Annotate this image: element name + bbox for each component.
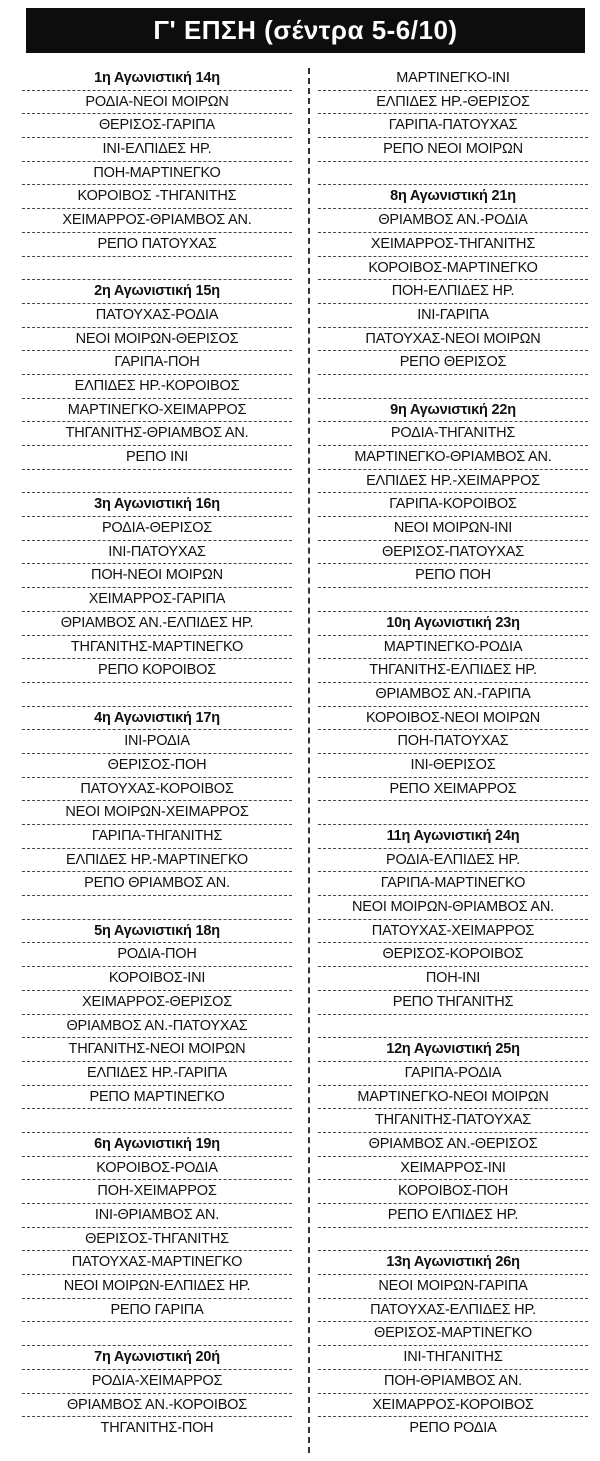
fixture-row: ΠΟΗ-ΧΕΙΜΑΡΡΟΣ xyxy=(22,1180,292,1204)
fixture-row: ΡΟΔΙΑ-ΠΟΗ xyxy=(22,943,292,967)
matchday-heading: 1η Αγωνιστική 14η xyxy=(22,67,292,91)
fixture-row: ΜΑΡΤΙΝΕΓΚΟ-ΙΝΙ xyxy=(318,67,588,91)
spacer-row xyxy=(22,257,292,281)
fixtures-column-left xyxy=(22,67,292,1441)
fixture-row: ΡΕΠΟ ΘΡΙΑΜΒΟΣ ΑΝ. xyxy=(22,872,292,896)
fixture-row: ΧΕΙΜΑΡΡΟΣ-ΤΗΓΑΝΙΤΗΣ xyxy=(318,233,588,257)
fixture-row: ΕΛΠΙΔΕΣ ΗΡ.-ΓΑΡΙΠΑ xyxy=(22,1062,292,1086)
fixture-row: ΡΕΠΟ ΝΕΟΙ ΜΟΙΡΩΝ xyxy=(318,138,588,162)
fixture-row: ΠΟΗ-ΕΛΠΙΔΕΣ ΗΡ. xyxy=(318,280,588,304)
fixture-row: ΙΝΙ-ΡΟΔΙΑ xyxy=(22,730,292,754)
spacer-row xyxy=(22,1109,292,1133)
fixture-row: ΜΑΡΤΙΝΕΓΚΟ-ΧΕΙΜΑΡΡΟΣ xyxy=(22,399,292,423)
matchday-heading: 3η Αγωνιστική 16η xyxy=(22,493,292,517)
fixture-row: ΙΝΙ-ΘΕΡΙΣΟΣ xyxy=(318,754,588,778)
matchday-heading: 12η Αγωνιστική 25η xyxy=(318,1038,588,1062)
fixture-row: ΘΕΡΙΣΟΣ-ΠΟΗ xyxy=(22,754,292,778)
fixture-row: ΚΟΡΟΙΒΟΣ-ΡΟΔΙΑ xyxy=(22,1157,292,1181)
fixture-row: ΜΑΡΤΙΝΕΓΚΟ-ΡΟΔΙΑ xyxy=(318,636,588,660)
matchday-heading: 5η Αγωνιστική 18η xyxy=(22,920,292,944)
fixture-row: ΓΑΡΙΠΑ-ΠΑΤΟΥΧΑΣ xyxy=(318,114,588,138)
fixture-row: ΓΑΡΙΠΑ-ΡΟΔΙΑ xyxy=(318,1062,588,1086)
fixture-row: ΓΑΡΙΠΑ-ΜΑΡΤΙΝΕΓΚΟ xyxy=(318,872,588,896)
fixture-row: ΘΡΙΑΜΒΟΣ ΑΝ.-ΠΑΤΟΥΧΑΣ xyxy=(22,1015,292,1039)
matchday-heading: 6η Αγωνιστική 19η xyxy=(22,1133,292,1157)
fixture-row: ΧΕΙΜΑΡΡΟΣ-ΚΟΡΟΙΒΟΣ xyxy=(318,1394,588,1418)
fixture-row: ΙΝΙ-ΤΗΓΑΝΙΤΗΣ xyxy=(318,1346,588,1370)
fixture-row: ΧΕΙΜΑΡΡΟΣ-ΙΝΙ xyxy=(318,1157,588,1181)
fixture-row: ΡΟΔΙΑ-ΝΕΟΙ ΜΟΙΡΩΝ xyxy=(22,91,292,115)
fixture-row: ΙΝΙ-ΓΑΡΙΠΑ xyxy=(318,304,588,328)
fixture-row: ΡΕΠΟ ΠΟΗ xyxy=(318,564,588,588)
matchday-heading: 7η Αγωνιστική 20ή xyxy=(22,1346,292,1370)
fixture-row: ΧΕΙΜΑΡΡΟΣ-ΘΡΙΑΜΒΟΣ ΑΝ. xyxy=(22,209,292,233)
fixture-row: ΤΗΓΑΝΙΤΗΣ-ΘΡΙΑΜΒΟΣ ΑΝ. xyxy=(22,422,292,446)
fixture-row: ΠΑΤΟΥΧΑΣ-ΜΑΡΤΙΝΕΓΚΟ xyxy=(22,1251,292,1275)
fixture-row: ΜΑΡΤΙΝΕΓΚΟ-ΘΡΙΑΜΒΟΣ ΑΝ. xyxy=(318,446,588,470)
fixture-row: ΓΑΡΙΠΑ-ΚΟΡΟΙΒΟΣ xyxy=(318,493,588,517)
fixture-row: ΡΕΠΟ ΙΝΙ xyxy=(22,446,292,470)
matchday-heading: 10η Αγωνιστική 23η xyxy=(318,612,588,636)
fixture-row: ΧΕΙΜΑΡΡΟΣ-ΓΑΡΙΠΑ xyxy=(22,588,292,612)
spacer-row xyxy=(22,896,292,920)
fixture-row: ΡΕΠΟ ΜΑΡΤΙΝΕΓΚΟ xyxy=(22,1086,292,1110)
fixture-row: ΠΑΤΟΥΧΑΣ-ΚΟΡΟΙΒΟΣ xyxy=(22,778,292,802)
fixture-row: ΕΛΠΙΔΕΣ ΗΡ.-ΜΑΡΤΙΝΕΓΚΟ xyxy=(22,849,292,873)
matchday-heading: 9η Αγωνιστική 22η xyxy=(318,399,588,423)
fixture-row: ΝΕΟΙ ΜΟΙΡΩΝ-ΧΕΙΜΑΡΡΟΣ xyxy=(22,801,292,825)
fixture-row: ΠΑΤΟΥΧΑΣ-ΡΟΔΙΑ xyxy=(22,304,292,328)
fixture-row: ΠΟΗ-ΠΑΤΟΥΧΑΣ xyxy=(318,730,588,754)
fixture-row: ΤΗΓΑΝΙΤΗΣ-ΠΑΤΟΥΧΑΣ xyxy=(318,1109,588,1133)
fixture-row: ΚΟΡΟΙΒΟΣ-ΝΕΟΙ ΜΟΙΡΩΝ xyxy=(318,707,588,731)
fixture-row: ΚΟΡΟΙΒΟΣ-ΙΝΙ xyxy=(22,967,292,991)
fixture-row: ΡΕΠΟ ΘΕΡΙΣΟΣ xyxy=(318,351,588,375)
spacer-row xyxy=(318,588,588,612)
fixture-row: ΠΑΤΟΥΧΑΣ-ΧΕΙΜΑΡΡΟΣ xyxy=(318,920,588,944)
fixture-row: ΤΗΓΑΝΙΤΗΣ-ΕΛΠΙΔΕΣ ΗΡ. xyxy=(318,659,588,683)
fixture-row: ΝΕΟΙ ΜΟΙΡΩΝ-ΘΡΙΑΜΒΟΣ ΑΝ. xyxy=(318,896,588,920)
matchday-heading: 4η Αγωνιστική 17η xyxy=(22,707,292,731)
fixture-row: ΡΕΠΟ ΡΟΔΙΑ xyxy=(409,1420,497,1437)
fixture-row: ΝΕΟΙ ΜΟΙΡΩΝ-ΘΕΡΙΣΟΣ xyxy=(22,328,292,352)
fixture-row: ΘΕΡΙΣΟΣ-ΤΗΓΑΝΙΤΗΣ xyxy=(22,1228,292,1252)
matchday-heading: 2η Αγωνιστική 15η xyxy=(22,280,292,304)
fixture-row: ΕΛΠΙΔΕΣ ΗΡ.-ΚΟΡΟΙΒΟΣ xyxy=(22,375,292,399)
fixture-row: ΘΡΙΑΜΒΟΣ ΑΝ.-ΡΟΔΙΑ xyxy=(318,209,588,233)
fixture-row: ΡΕΠΟ ΧΕΙΜΑΡΡΟΣ xyxy=(318,778,588,802)
fixture-row: ΙΝΙ-ΠΑΤΟΥΧΑΣ xyxy=(22,541,292,565)
fixture-row: ΠΟΗ-ΜΑΡΤΙΝΕΓΚΟ xyxy=(22,162,292,186)
fixture-row: ΤΗΓΑΝΙΤΗΣ-ΜΑΡΤΙΝΕΓΚΟ xyxy=(22,636,292,660)
spacer-row xyxy=(22,470,292,494)
page-header xyxy=(26,8,585,53)
fixture-row: ΡΟΔΙΑ-ΘΕΡΙΣΟΣ xyxy=(22,517,292,541)
fixture-row: ΝΕΟΙ ΜΟΙΡΩΝ-ΙΝΙ xyxy=(318,517,588,541)
fixture-row: ΘΡΙΑΜΒΟΣ ΑΝ.-ΘΕΡΙΣΟΣ xyxy=(318,1133,588,1157)
fixture-row: ΘΡΙΑΜΒΟΣ ΑΝ.-ΕΛΠΙΔΕΣ ΗΡ. xyxy=(22,612,292,636)
fixture-row: ΡΕΠΟ ΚΟΡΟΙΒΟΣ xyxy=(22,659,292,683)
fixture-row: ΝΕΟΙ ΜΟΙΡΩΝ-ΓΑΡΙΠΑ xyxy=(318,1275,588,1299)
fixture-row: ΙΝΙ-ΕΛΠΙΔΕΣ ΗΡ. xyxy=(22,138,292,162)
fixture-row: ΡΟΔΙΑ-ΤΗΓΑΝΙΤΗΣ xyxy=(318,422,588,446)
spacer-row xyxy=(318,375,588,399)
fixture-row: ΧΕΙΜΑΡΡΟΣ-ΘΕΡΙΣΟΣ xyxy=(22,991,292,1015)
fixtures-column-right xyxy=(318,67,588,1441)
fixture-row: ΤΗΓΑΝΙΤΗΣ-ΠΟΗ xyxy=(100,1420,214,1437)
spacer-row xyxy=(22,1322,292,1346)
matchday-heading: 13η Αγωνιστική 26η xyxy=(318,1251,588,1275)
fixture-row: ΘΕΡΙΣΟΣ-ΓΑΡΙΠΑ xyxy=(22,114,292,138)
fixture-row: ΜΑΡΤΙΝΕΓΚΟ-ΝΕΟΙ ΜΟΙΡΩΝ xyxy=(318,1086,588,1110)
fixture-row: ΘΡΙΑΜΒΟΣ ΑΝ.-ΚΟΡΟΙΒΟΣ xyxy=(22,1394,292,1418)
fixture-row: ΚΟΡΟΙΒΟΣ-ΜΑΡΤΙΝΕΓΚΟ xyxy=(318,257,588,281)
fixture-row: ΡΟΔΙΑ-ΕΛΠΙΔΕΣ ΗΡ. xyxy=(318,849,588,873)
fixture-row: ΡΕΠΟ ΓΑΡΙΠΑ xyxy=(22,1299,292,1323)
fixture-row: ΚΟΡΟΙΒΟΣ -ΤΗΓΑΝΙΤΗΣ xyxy=(22,185,292,209)
page-title: Γ' ΕΠΣΗ (σέντρα 5-6/10) xyxy=(153,15,458,45)
fixture-row: ΚΟΡΟΙΒΟΣ-ΠΟΗ xyxy=(318,1180,588,1204)
fixture-row: ΝΕΟΙ ΜΟΙΡΩΝ-ΕΛΠΙΔΕΣ ΗΡ. xyxy=(22,1275,292,1299)
fixture-row: ΙΝΙ-ΘΡΙΑΜΒΟΣ ΑΝ. xyxy=(22,1204,292,1228)
fixture-row: ΘΕΡΙΣΟΣ-ΠΑΤΟΥΧΑΣ xyxy=(318,541,588,565)
fixture-row: ΠΟΗ-ΙΝΙ xyxy=(318,967,588,991)
fixture-row: ΓΑΡΙΠΑ-ΤΗΓΑΝΙΤΗΣ xyxy=(22,825,292,849)
fixture-row: ΠΟΗ-ΝΕΟΙ ΜΟΙΡΩΝ xyxy=(22,564,292,588)
fixture-row: ΘΡΙΑΜΒΟΣ ΑΝ.-ΓΑΡΙΠΑ xyxy=(318,683,588,707)
fixture-row: ΡΕΠΟ ΕΛΠΙΔΕΣ ΗΡ. xyxy=(318,1204,588,1228)
fixture-row: ΘΕΡΙΣΟΣ-ΜΑΡΤΙΝΕΓΚΟ xyxy=(318,1322,588,1346)
fixture-row: ΠΑΤΟΥΧΑΣ-ΝΕΟΙ ΜΟΙΡΩΝ xyxy=(318,328,588,352)
fixture-row: ΕΛΠΙΔΕΣ ΗΡ.-ΧΕΙΜΑΡΡΟΣ xyxy=(318,470,588,494)
spacer-row xyxy=(318,801,588,825)
spacer-row xyxy=(318,1015,588,1039)
spacer-row xyxy=(318,1228,588,1252)
spacer-row xyxy=(22,683,292,707)
fixture-row: ΤΗΓΑΝΙΤΗΣ-ΝΕΟΙ ΜΟΙΡΩΝ xyxy=(22,1038,292,1062)
fixture-row: ΠΟΗ-ΘΡΙΑΜΒΟΣ ΑΝ. xyxy=(318,1370,588,1394)
fixture-row: ΡΕΠΟ ΠΑΤΟΥΧΑΣ xyxy=(22,233,292,257)
fixture-row: ΘΕΡΙΣΟΣ-ΚΟΡΟΙΒΟΣ xyxy=(318,943,588,967)
fixture-row: ΡΕΠΟ ΤΗΓΑΝΙΤΗΣ xyxy=(318,991,588,1015)
fixture-row: ΕΛΠΙΔΕΣ ΗΡ.-ΘΕΡΙΣΟΣ xyxy=(318,91,588,115)
spacer-row xyxy=(318,162,588,186)
fixture-row: ΠΑΤΟΥΧΑΣ-ΕΛΠΙΔΕΣ ΗΡ. xyxy=(318,1299,588,1323)
matchday-heading: 8η Αγωνιστική 21η xyxy=(318,185,588,209)
matchday-heading: 11η Αγωνιστική 24η xyxy=(318,825,588,849)
fixture-row: ΓΑΡΙΠΑ-ΠΟΗ xyxy=(22,351,292,375)
fixture-row: ΡΟΔΙΑ-ΧΕΙΜΑΡΡΟΣ xyxy=(22,1370,292,1394)
column-divider xyxy=(308,68,310,1453)
